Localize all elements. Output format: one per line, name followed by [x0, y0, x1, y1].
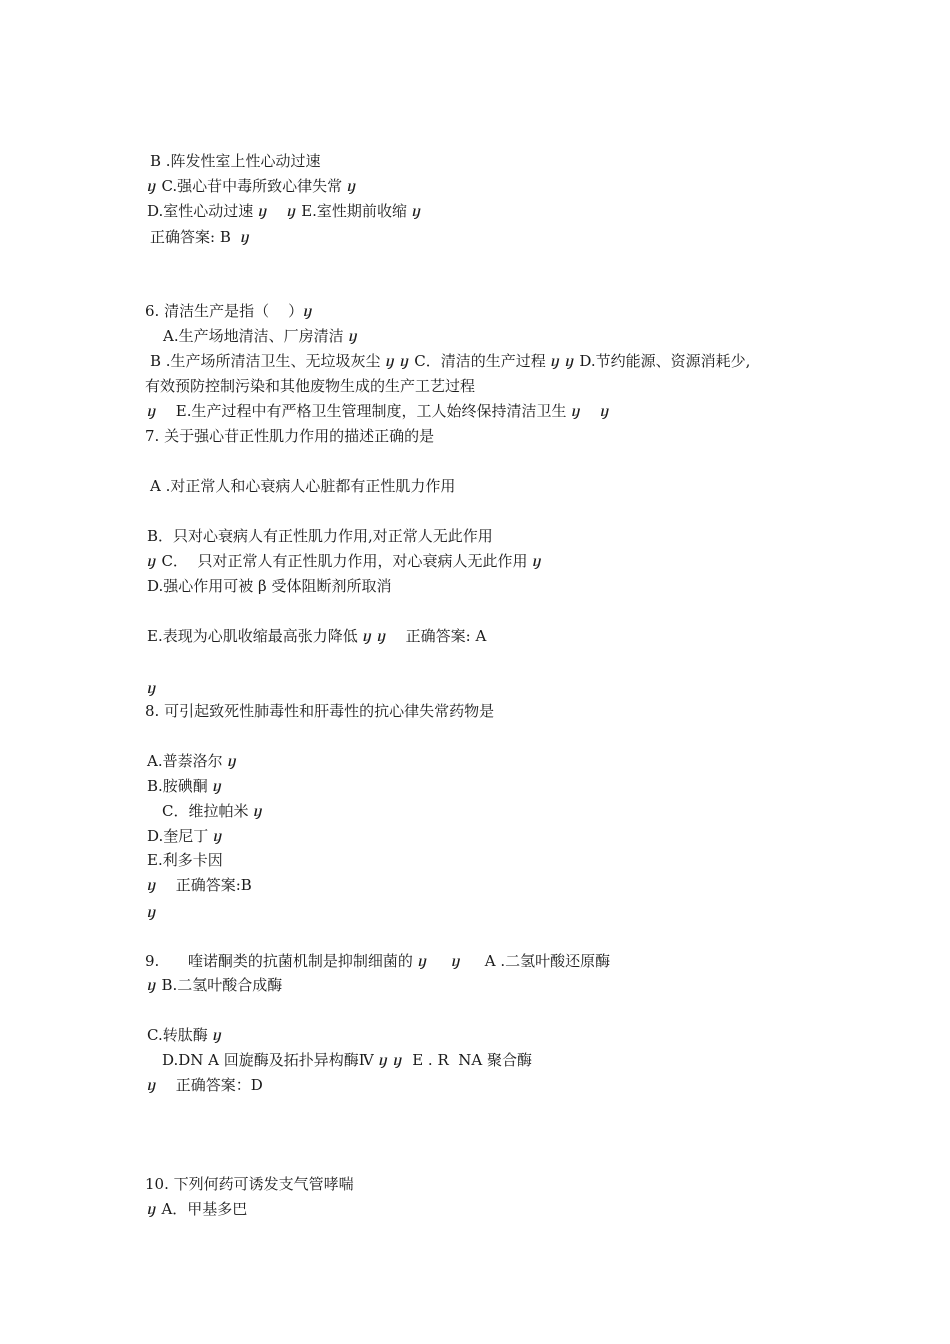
option-b-paroxysmal-svt: B .阵发性室上性心动过速 [150, 152, 321, 170]
q7-option-d: D.强心作用可被 β 受体阻断剂所取消 [147, 577, 392, 595]
question-6: 6. 清洁生产是指（ ）ⴘ [145, 302, 313, 320]
option-d-e-ventricular: D.室性心动过速 ⴘ ⴘ E.室性期前收缩 ⴘ [147, 202, 422, 220]
question-8: 8. 可引起致死性肺毒性和肝毒性的抗心律失常药物是 [145, 702, 495, 720]
q9-option-b: ⴘ B.二氢叶酸合成酶 [147, 976, 283, 994]
q6-option-a: A.生产场地清洁、厂房清洁 ⴘ [163, 327, 359, 345]
separator-mark: ⴘ [147, 679, 157, 697]
answer-q9: ⴘ 正确答案：D [147, 1076, 263, 1094]
q7-option-c: ⴘ C． 只对正常人有正性肌力作用，对心衰病人无此作用 ⴘ [147, 552, 542, 570]
q9-option-d-e: D.DN A 回旋酶及拓扑异构酶Ⅳ ⴘ ⴘ E . R NA 聚合酶 [162, 1051, 532, 1069]
question-9: 9. 喹诺酮类的抗菌机制是抑制细菌的 ⴘ ⴘ A .二氢叶酸还原酶 [145, 952, 611, 970]
answer-q8: ⴘ 正确答案:B [147, 876, 252, 894]
q8-option-e: E.利多卡因 [147, 851, 223, 869]
q7-option-a: A .对正常人和心衰病人心脏都有正性肌力作用 [150, 477, 456, 495]
q6-option-e: ⴘ E.生产过程中有严格卫生管理制度，工人始终保持清洁卫生 ⴘ ⴘ [147, 402, 610, 420]
question-7: 7. 关于强心苷正性肌力作用的描述正确的是 [145, 427, 435, 445]
q8-option-c: C．维拉帕米 ⴘ [162, 802, 263, 820]
q6-option-b-c-d: B .生产场所清洁卫生、无垃圾灰尘 ⴘ ⴘ C．清洁的生产过程 ⴘ ⴘ D.节约能源、资源消耗少, [150, 352, 751, 370]
q7-option-e-answer: E.表现为心肌收缩最高张力降低 ⴘ ⴘ 正确答案: A [147, 627, 487, 645]
q8-option-d: D.奎尼丁 ⴘ [147, 827, 223, 845]
q8-option-b: B.胺碘酮 ⴘ [147, 777, 223, 795]
option-c-digitalis-arrhythmia: ⴘ C.强心苷中毒所致心律失常 ⴘ [147, 177, 357, 195]
answer-q5: 正确答案: B ⴘ [150, 228, 251, 246]
q6-option-d-continued: 有效预防控制污染和其他废物生成的生产工艺过程 [145, 377, 476, 395]
question-10: 10. 下列何药可诱发支气管哮喘 [145, 1175, 354, 1193]
q7-option-b: B．只对心衰病人有正性肌力作用,对正常人无此作用 [147, 527, 493, 545]
q10-option-a: ⴘ A．甲基多巴 [147, 1200, 248, 1218]
q9-option-c: C.转肽酶 ⴘ [147, 1026, 223, 1044]
separator-mark: ⴘ [147, 903, 157, 921]
q8-option-a: A.普萘洛尔 ⴘ [147, 752, 238, 770]
